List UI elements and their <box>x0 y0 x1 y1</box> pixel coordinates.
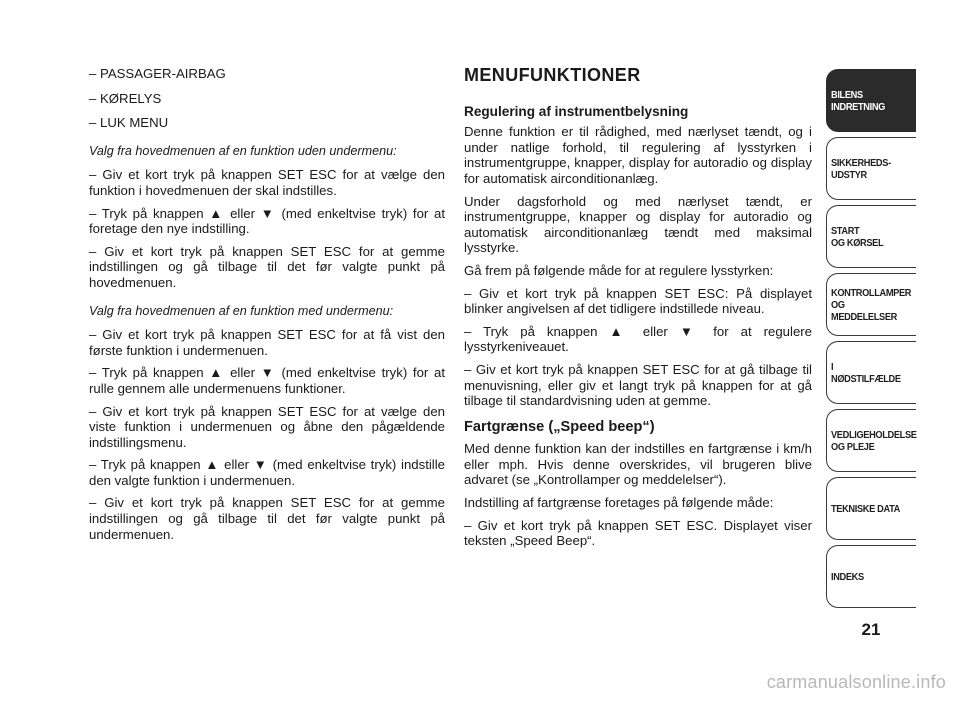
speed-beep-heading: Fartgrænse („Speed beep“) <box>464 418 655 435</box>
paragraph: Gå frem på følgende måde for at regulere lysstyrken: <box>464 262 774 278</box>
paragraph: – Giv et kort tryk på knappen SET ESC. Displayet viser teksten „Speed Beep“. <box>464 517 812 549</box>
paragraph: – Tryk på knappen ▲ eller ▼ (med enkeltvise tryk) for at rulle gennem alle undermenuens funktioner. <box>89 365 445 396</box>
paragraph: Indstilling af fartgrænse foretages på følgende måde: <box>464 495 774 511</box>
tab-i-nodstilfaelde[interactable] <box>826 341 916 404</box>
section-heading-no-submenu: Valg fra hovedmenuen af en funktion uden undermenu: <box>89 143 397 158</box>
paragraph: – Tryk på knappen ▲ eller ▼ for at regulere lysstyrkeniveauet. <box>464 323 812 355</box>
paragraph: – Tryk på knappen ▲ eller ▼ (med enkeltvise tryk) for at foretage den nye indstilling. <box>89 205 445 237</box>
paragraph: – Giv et kort tryk på knappen SET ESC for at gå tilbage til menuvisning, eller giv et langt tryk på knappen for at gå tilbage til standardvisning uden at gemme. <box>464 361 812 409</box>
tab-label: VEDLIGEHOLDELSE OG PLEJE <box>831 428 917 453</box>
paragraph: – Giv et kort tryk på knappen SET ESC: På displayet blinker angivelsen af det tidligere indstillede niveau. <box>464 285 812 317</box>
chapter-tabs <box>826 69 916 613</box>
tab-label: BILENS INDRETNING <box>831 88 885 113</box>
menu-item-driving-lights: – KØRELYS <box>89 90 162 106</box>
right-column <box>464 66 812 556</box>
menu-item-passenger-airbag: – PASSAGER-AIRBAG <box>89 66 226 81</box>
tab-start-og-korsel[interactable] <box>826 205 916 268</box>
left-column <box>89 66 445 549</box>
tab-indeks[interactable] <box>826 545 916 608</box>
tab-kontrollamper[interactable] <box>826 273 916 336</box>
paragraph: – Giv et kort tryk på knappen SET ESC for at vælge den viste funktion i undermenuen og åbne den pågældende indstillingsmenu. <box>89 403 445 450</box>
subsection-title: Regulering af instrumentbelysning <box>464 103 689 119</box>
tab-label: INDEKS <box>831 570 864 583</box>
tab-vedligeholdelse[interactable] <box>826 409 916 472</box>
paragraph: Under dagsforhold og med nærlyset tændt, er instrumentgruppe, knapper og display for autoradio og automatisk airconditionanlæg tændt med maksimal lysstyrke. <box>464 193 812 256</box>
menu-item-close-menu: – LUK MENU <box>89 115 169 131</box>
tab-label: KONTROLLAMPER OG MEDDELELSER <box>831 286 912 323</box>
tab-bilens-indretning[interactable] <box>826 69 916 132</box>
tab-label: I NØDSTILFÆLDE <box>831 360 901 385</box>
paragraph: – Giv et kort tryk på knappen SET ESC for at vælge den funktion i hovedmenuen der skal indstilles. <box>89 167 445 198</box>
paragraph: – Tryk på knappen ▲ eller ▼ (med enkeltvise tryk) indstille den valgte funktion i undermenuen. <box>89 457 445 488</box>
page-title: MENUFUNKTIONER <box>464 65 641 85</box>
section-heading-with-submenu: Valg fra hovedmenuen af en funktion med undermenu: <box>89 303 394 318</box>
paragraph: – Giv et kort tryk på knappen SET ESC for at få vist den første funktion i undermenuen. <box>89 327 445 358</box>
tab-label: SIKKERHEDS- UDSTYR <box>831 156 891 181</box>
tab-label: START OG KØRSEL <box>831 224 884 249</box>
page-number: 21 <box>861 620 881 639</box>
paragraph: – Giv et kort tryk på knappen SET ESC for at gemme indstillingen og gå tilbage til det før valgte punkt på hovedmenuen. <box>89 243 445 290</box>
paragraph: – Giv et kort tryk på knappen SET ESC for at gemme indstillingen og gå tilbage til det før valgte punkt på undermenuen. <box>89 495 445 542</box>
tab-tekniske-data[interactable] <box>826 477 916 540</box>
watermark: carmanualsonline.info <box>766 672 946 692</box>
tab-sikkerhedsudstyr[interactable] <box>826 137 916 200</box>
paragraph: Med denne funktion kan der indstilles en fartgrænse i km/h eller mph. Hvis denne overskrides, vil brugeren blive advaret (se „Kontrollamper og meddelelser“). <box>464 441 812 488</box>
paragraph: Denne funktion er til rådighed, med nærlyset tændt, og i under natlige forhold, til regulering af lysstyrken i instrumentgruppe, knapper, display for autoradio og display for automatisk airconditionanlæg. <box>464 124 812 186</box>
tab-label: TEKNISKE DATA <box>831 502 901 515</box>
